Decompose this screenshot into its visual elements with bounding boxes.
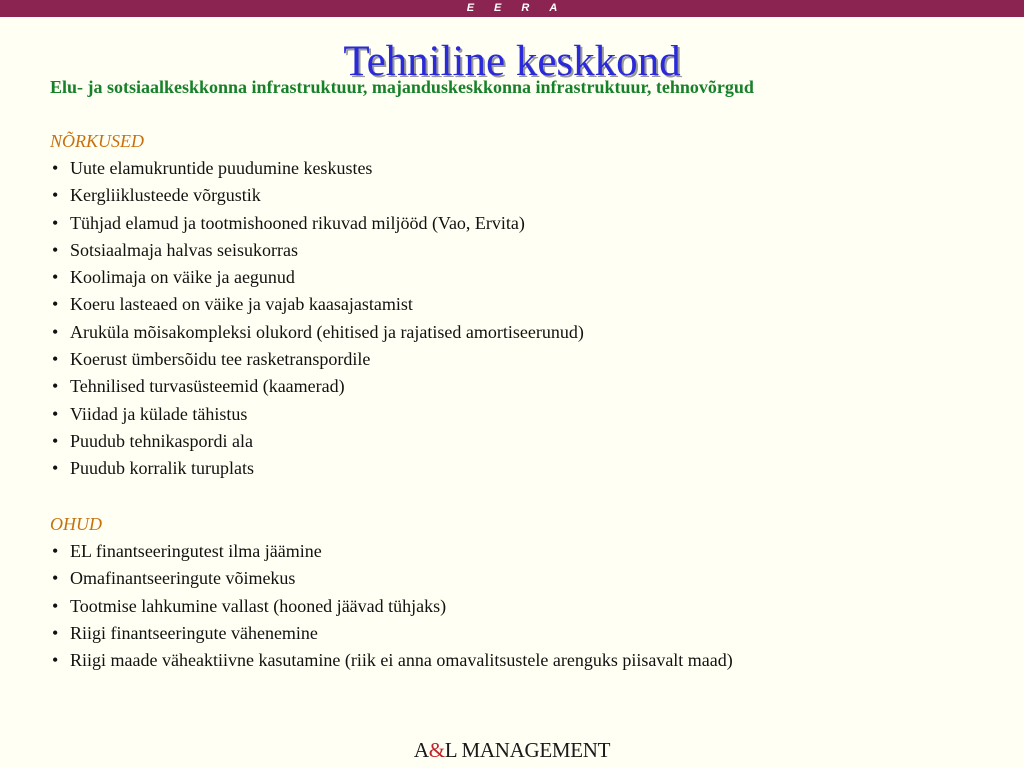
list-item-text: Aruküla mõisakompleksi olukord (ehitised ja rajatised amortiseerunud) — [70, 321, 584, 342]
brand-wordmark: EERA — [466, 2, 578, 14]
list-item-text: Puudub korralik turuplats — [70, 458, 254, 479]
bullet-icon: • — [52, 541, 59, 561]
threats-heading: OHUD — [50, 514, 102, 534]
logo-suffix: L MANAGEMENT — [444, 738, 611, 762]
list-item — [50, 264, 990, 291]
weaknesses-list — [50, 155, 990, 483]
company-logo — [0, 737, 1024, 763]
bullet-icon: • — [52, 595, 59, 616]
threats-list — [50, 538, 990, 674]
list-item — [50, 401, 990, 428]
bullet-icon: • — [52, 321, 59, 342]
slide-subtitle: Elu- ja sotsiaalkeskkonna infrastruktuur, majanduskeskkonna infrastruktuur, tehnovõrgud — [50, 77, 754, 97]
logo-ampersand: & — [428, 738, 445, 762]
list-item — [50, 620, 990, 647]
bullet-icon: • — [52, 622, 59, 643]
list-item-text: Tootmise lahkumine vallast (hooned jäävad tühjaks) — [70, 595, 447, 616]
list-item-text: Puudub tehnikaspordi ala — [70, 430, 253, 451]
list-item-text: Riigi maade väheaktiivne kasutamine (riik ei anna omavalitsustele arenguks piisavalt maad) — [70, 650, 733, 671]
bullet-icon: • — [52, 349, 59, 370]
bullet-icon: • — [52, 376, 59, 397]
list-item-text: Viidad ja külade tähistus — [70, 403, 248, 424]
bullet-icon: • — [52, 430, 59, 451]
list-item-text: Kergliiklusteede võrgustik — [70, 185, 261, 206]
list-item — [50, 593, 990, 620]
list-item-text: Koolimaja on väike ja aegunud — [70, 267, 295, 288]
list-item — [50, 182, 990, 209]
bullet-icon: • — [52, 294, 59, 315]
list-item — [50, 319, 990, 346]
list-item-text: Riigi finantseeringute vähenemine — [70, 622, 318, 643]
weaknesses-heading: NÕRKUSED — [50, 131, 144, 151]
bullet-icon: • — [52, 267, 59, 288]
bullet-icon: • — [52, 158, 59, 178]
bullet-icon: • — [52, 239, 59, 260]
list-item — [50, 565, 990, 592]
list-item-text: Tühjad elamud ja tootmishooned rikuvad miljööd (Vao, Ervita) — [70, 212, 525, 233]
bullet-icon: • — [52, 212, 59, 233]
logo-prefix: A — [413, 738, 429, 762]
list-item — [50, 346, 990, 373]
list-item — [50, 647, 990, 674]
slide-title: Tehniline keskkond — [343, 38, 681, 85]
bullet-icon: • — [52, 650, 59, 671]
list-item — [50, 155, 990, 182]
list-item-text: EL finantseeringutest ilma jäämine — [70, 541, 322, 561]
list-item — [50, 455, 990, 482]
list-item — [50, 373, 990, 400]
bullet-icon: • — [52, 458, 59, 479]
list-item-text: Koerust ümbersõidu tee rasketranspordile — [70, 349, 371, 370]
list-item — [50, 210, 990, 237]
list-item-text: Omafinantseeringute võimekus — [70, 568, 296, 589]
list-item — [50, 291, 990, 318]
list-item-text: Koeru lasteaed on väike ja vajab kaasajastamist — [70, 294, 413, 315]
bullet-icon: • — [52, 568, 59, 589]
list-item — [50, 538, 990, 565]
bullet-icon: • — [52, 185, 59, 206]
list-item — [50, 428, 990, 455]
list-item-text: Sotsiaalmaja halvas seisukorras — [70, 239, 298, 260]
list-item — [50, 237, 990, 264]
list-item-text: Tehnilised turvasüsteemid (kaamerad) — [70, 376, 345, 397]
list-item-text: Uute elamukruntide puudumine keskustes — [70, 158, 373, 178]
bullet-icon: • — [52, 403, 59, 424]
